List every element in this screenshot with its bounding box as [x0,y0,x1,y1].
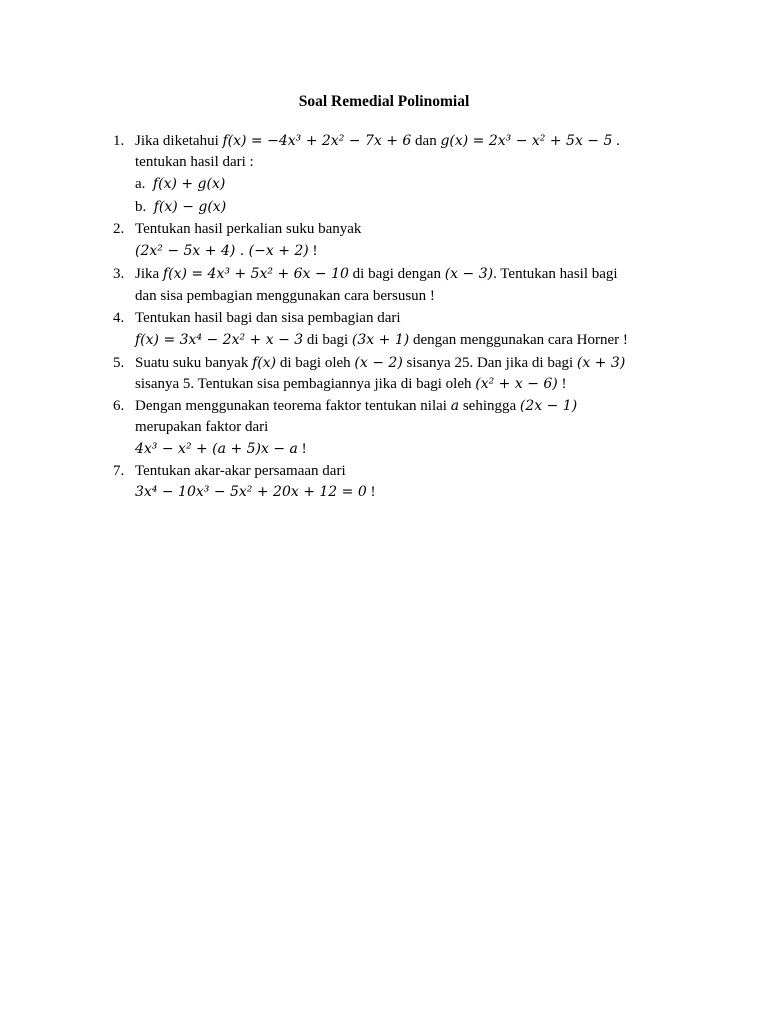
sub-label: b. [135,199,147,215]
item-2-expression: (2x² − 5x + 4) . (−x + 2) [135,243,309,259]
item-4-end: dengan menggunakan cara Horner ! [412,332,628,348]
item-1-prefix: Jika diketahui [135,133,219,149]
item-3-divisor: (x − 3) [444,266,494,282]
item-5-divisor-3: (x² + x − 6) [475,376,558,392]
item-4-line-1: Tentukan hasil bagi dan sisa pembagian dari [135,310,401,326]
item-1-line-1 [135,130,620,152]
item-7-line-1: Tentukan akar-akar persamaan dari [135,463,346,479]
item-6-line-2: merupakan faktor dari [135,419,269,435]
item-1-sub-b [135,196,226,218]
item-5-line-2 [135,373,567,395]
item-1-line-2: tentukan hasil dari : [135,154,254,170]
item-5-divisor-2: (x + 3) [576,355,626,371]
item-5-text-3: sisanya 25. Dan jika di bagi [406,355,574,371]
item-1-and: dan [415,133,437,149]
item-number-4: 4. [113,310,125,326]
item-6-expression: 4x³ − x² + (a + 5)x − a [135,441,298,457]
item-3-mid: di bagi dengan [352,266,441,282]
item-number-6: 6. [113,398,125,414]
item-7-line-2 [135,481,376,503]
item-number-3: 3. [113,266,125,282]
item-6-factor: (2x − 1) [519,398,578,414]
item-number-1: 1. [113,133,125,149]
item-1-g-definition: g(x) = 2x³ − x² + 5x − 5 [440,133,613,149]
item-2-line-2 [135,240,318,262]
sub-expression: f(x) − g(x) [153,199,227,215]
item-4-line-2 [135,329,628,351]
item-number-2: 2. [113,221,125,237]
item-number-5: 5. [113,355,125,371]
item-3-f-definition: f(x) = 4x³ + 5x² + 6x − 10 [162,266,349,282]
item-2-line-1: Tentukan hasil perkalian suku banyak [135,221,362,237]
page-title: Soal Remedial Polinomial [298,93,470,110]
item-7-expression: 3x⁴ − 10x³ − 5x² + 20x + 12 = 0 [135,484,367,500]
item-6-line-3 [135,438,307,460]
item-5-divisor-1: (x − 2) [354,355,403,371]
item-2-end: ! [312,243,318,259]
sub-expression: f(x) + g(x) [152,176,226,192]
item-3-line-2: dan sisa pembagian menggunakan cara bersusun ! [135,288,435,304]
item-6-text-2: sehingga [462,398,517,414]
sub-label: a. [135,176,146,192]
item-1-f-definition: f(x) = −4x³ + 2x² − 7x + 6 [222,133,412,149]
item-5-fx: f(x) [252,355,277,371]
item-1-sub-a [135,173,225,195]
item-1-end: . [616,133,620,149]
item-5-text-4: sisanya 5. Tentukan sisa pembagiannya jika di bagi oleh [135,376,472,392]
item-7-end: ! [370,484,376,500]
item-4-divisor: (3x + 1) [351,332,410,348]
item-number-7: 7. [113,463,125,479]
item-5-text-2: di bagi oleh [279,355,351,371]
item-3-end: . Tentukan hasil bagi [493,266,618,282]
item-5-line-1 [135,352,625,374]
item-6-end: ! [301,441,307,457]
item-3-prefix: Jika [135,266,160,282]
item-6-line-1 [135,395,577,417]
item-6-variable: a [450,398,460,414]
item-5-text-1: Suatu suku banyak [135,355,249,371]
item-3-line-1 [135,263,618,285]
item-6-text-1: Dengan menggunakan teorema faktor tentukan nilai [135,398,447,414]
item-4-mid: di bagi [306,332,349,348]
item-5-end: ! [561,376,567,392]
item-4-f-definition: f(x) = 3x⁴ − 2x² + x − 3 [135,332,304,348]
